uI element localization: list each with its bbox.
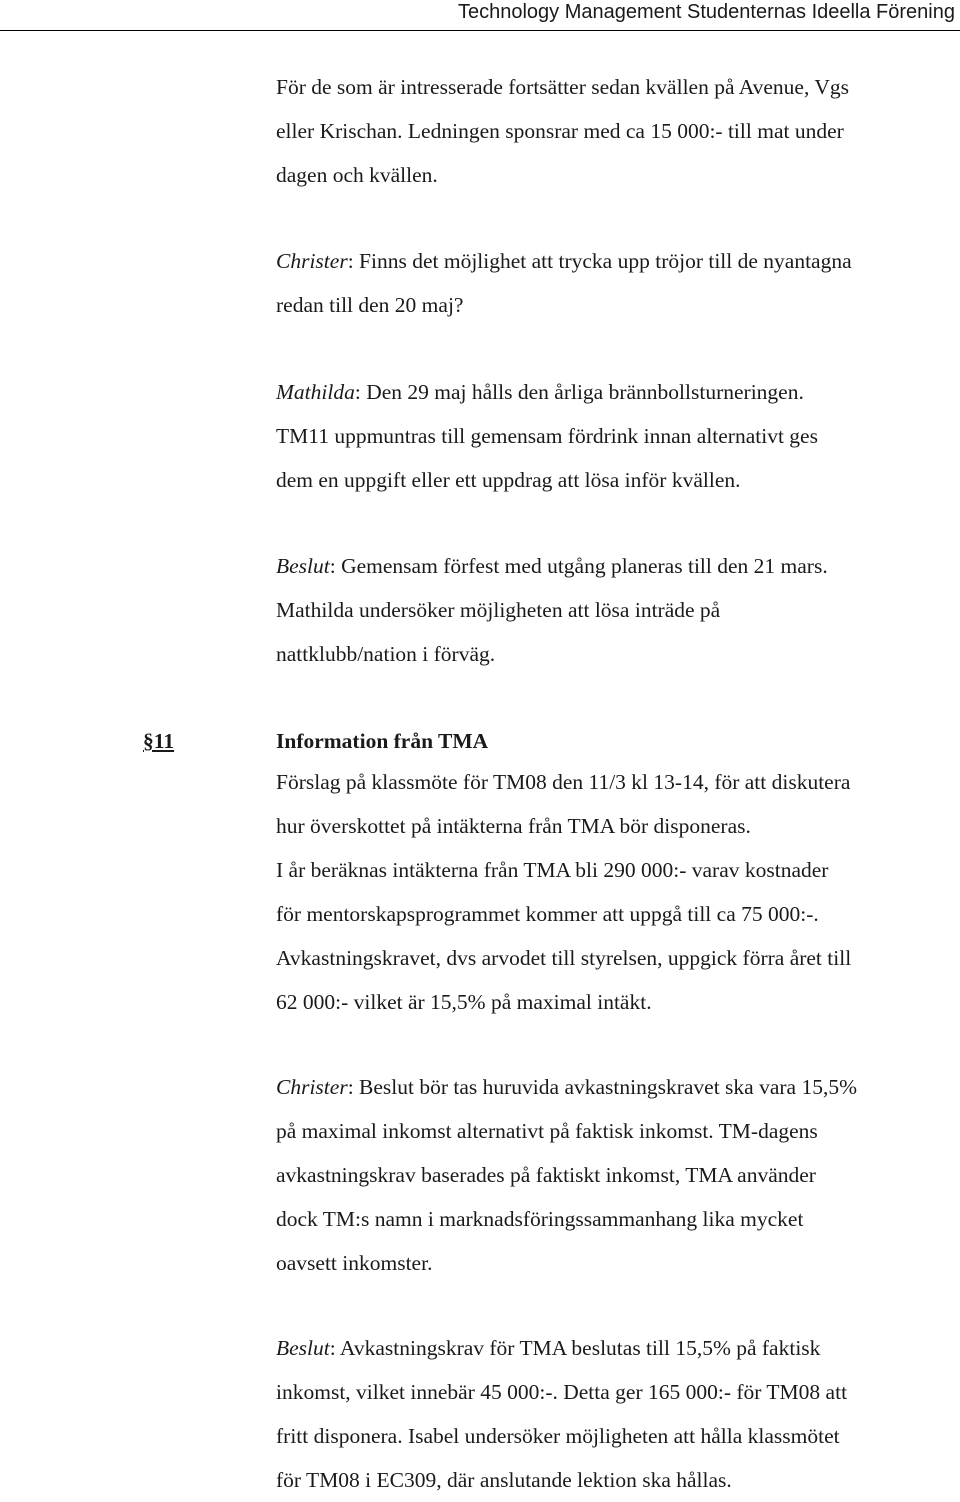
decision-label: Beslut (276, 1336, 330, 1360)
text-line: oavsett inkomster. (276, 1251, 433, 1275)
text-line: 62 000:- vilket är 15,5% på maximal intäkt. (276, 990, 652, 1014)
text-line: avkastningskrav baserades på faktiskt inkomst, TMA använder (276, 1163, 816, 1187)
line-text: : Finns det möjlighet att trycka upp tröjor till de nyantagna (347, 249, 852, 273)
text-line: inkomst, vilket innebär 45 000:-. Detta ger 165 000:- för TM08 att (276, 1380, 848, 1404)
decision-label: Beslut (276, 554, 330, 578)
speaker-name: Christer (276, 1075, 348, 1099)
section-number: §11 (143, 729, 175, 753)
text-line: hur överskottet på intäkterna från TMA bör disponeras. (276, 814, 751, 838)
line-text: : Gemensam förfest med utgång planeras till den 21 mars. (329, 554, 828, 578)
text-line (276, 370, 956, 414)
text-line: dock TM:s namn i marknadsföringssammanhang lika mycket (276, 1207, 804, 1231)
page-header (0, 0, 960, 33)
line-text: : Den 29 maj hålls den årliga brännbollsturneringen. (354, 380, 804, 404)
text-line (276, 544, 956, 588)
text-line (276, 239, 956, 283)
paragraph-christer-sweaters (276, 239, 956, 327)
text-line: Avkastningskravet, dvs arvodet till styrelsen, uppgick förra året till (276, 946, 852, 970)
text-line: för mentorskapsprogrammet kommer att uppgå till ca 75 000:-. (276, 902, 819, 926)
text-line: TM11 uppmuntras till gemensam fördrink innan alternativt ges (276, 424, 818, 448)
text-line: redan till den 20 maj? (276, 293, 464, 317)
paragraph-mathilda-tournament (276, 370, 956, 502)
speaker-name: Christer (276, 249, 348, 273)
line-text: : Beslut bör tas huruvida avkastningskravet ska vara 15,5% (347, 1075, 858, 1099)
text-line: dem en uppgift eller ett uppdrag att lösa inför kvällen. (276, 468, 741, 492)
text-line: fritt disponera. Isabel undersöker möjligheten att hålla klassmötet (276, 1424, 840, 1448)
text-line: Mathilda undersöker möjligheten att lösa inträde på (276, 598, 721, 622)
text-line: eller Krischan. Ledningen sponsrar med ca 15 000:- till mat under (276, 119, 844, 143)
section-title: Information från TMA (276, 729, 489, 753)
paragraph-tma-information (276, 760, 956, 1024)
text-line (276, 1326, 956, 1370)
paragraph-decision-prefest (276, 544, 956, 676)
text-line: dagen och kvällen. (276, 163, 438, 187)
text-line: För de som är intresserade fortsätter sedan kvällen på Avenue, Vgs (276, 75, 849, 99)
text-line: för TM08 i EC309, där anslutande lektion ska hållas. (276, 1468, 732, 1492)
paragraph-decision-yield (276, 1326, 956, 1502)
header-divider (0, 30, 960, 31)
paragraph-evening-plans (276, 65, 956, 197)
header-title: Technology Management Studenternas Ideella Förening (458, 1, 955, 23)
text-line: nattklubb/nation i förväg. (276, 642, 496, 666)
paragraph-christer-yield (276, 1065, 956, 1285)
speaker-name: Mathilda (276, 380, 355, 404)
text-line: I år beräknas intäkterna från TMA bli 290 000:- varav kostnader (276, 858, 829, 882)
text-line (276, 1065, 956, 1109)
text-line: på maximal inkomst alternativt på faktisk inkomst. TM-dagens (276, 1119, 818, 1143)
line-text: : Avkastningskrav för TMA beslutas till 15,5% på faktisk (329, 1336, 821, 1360)
text-line: Förslag på klassmöte för TM08 den 11/3 kl 13-14, för att diskutera (276, 770, 851, 794)
